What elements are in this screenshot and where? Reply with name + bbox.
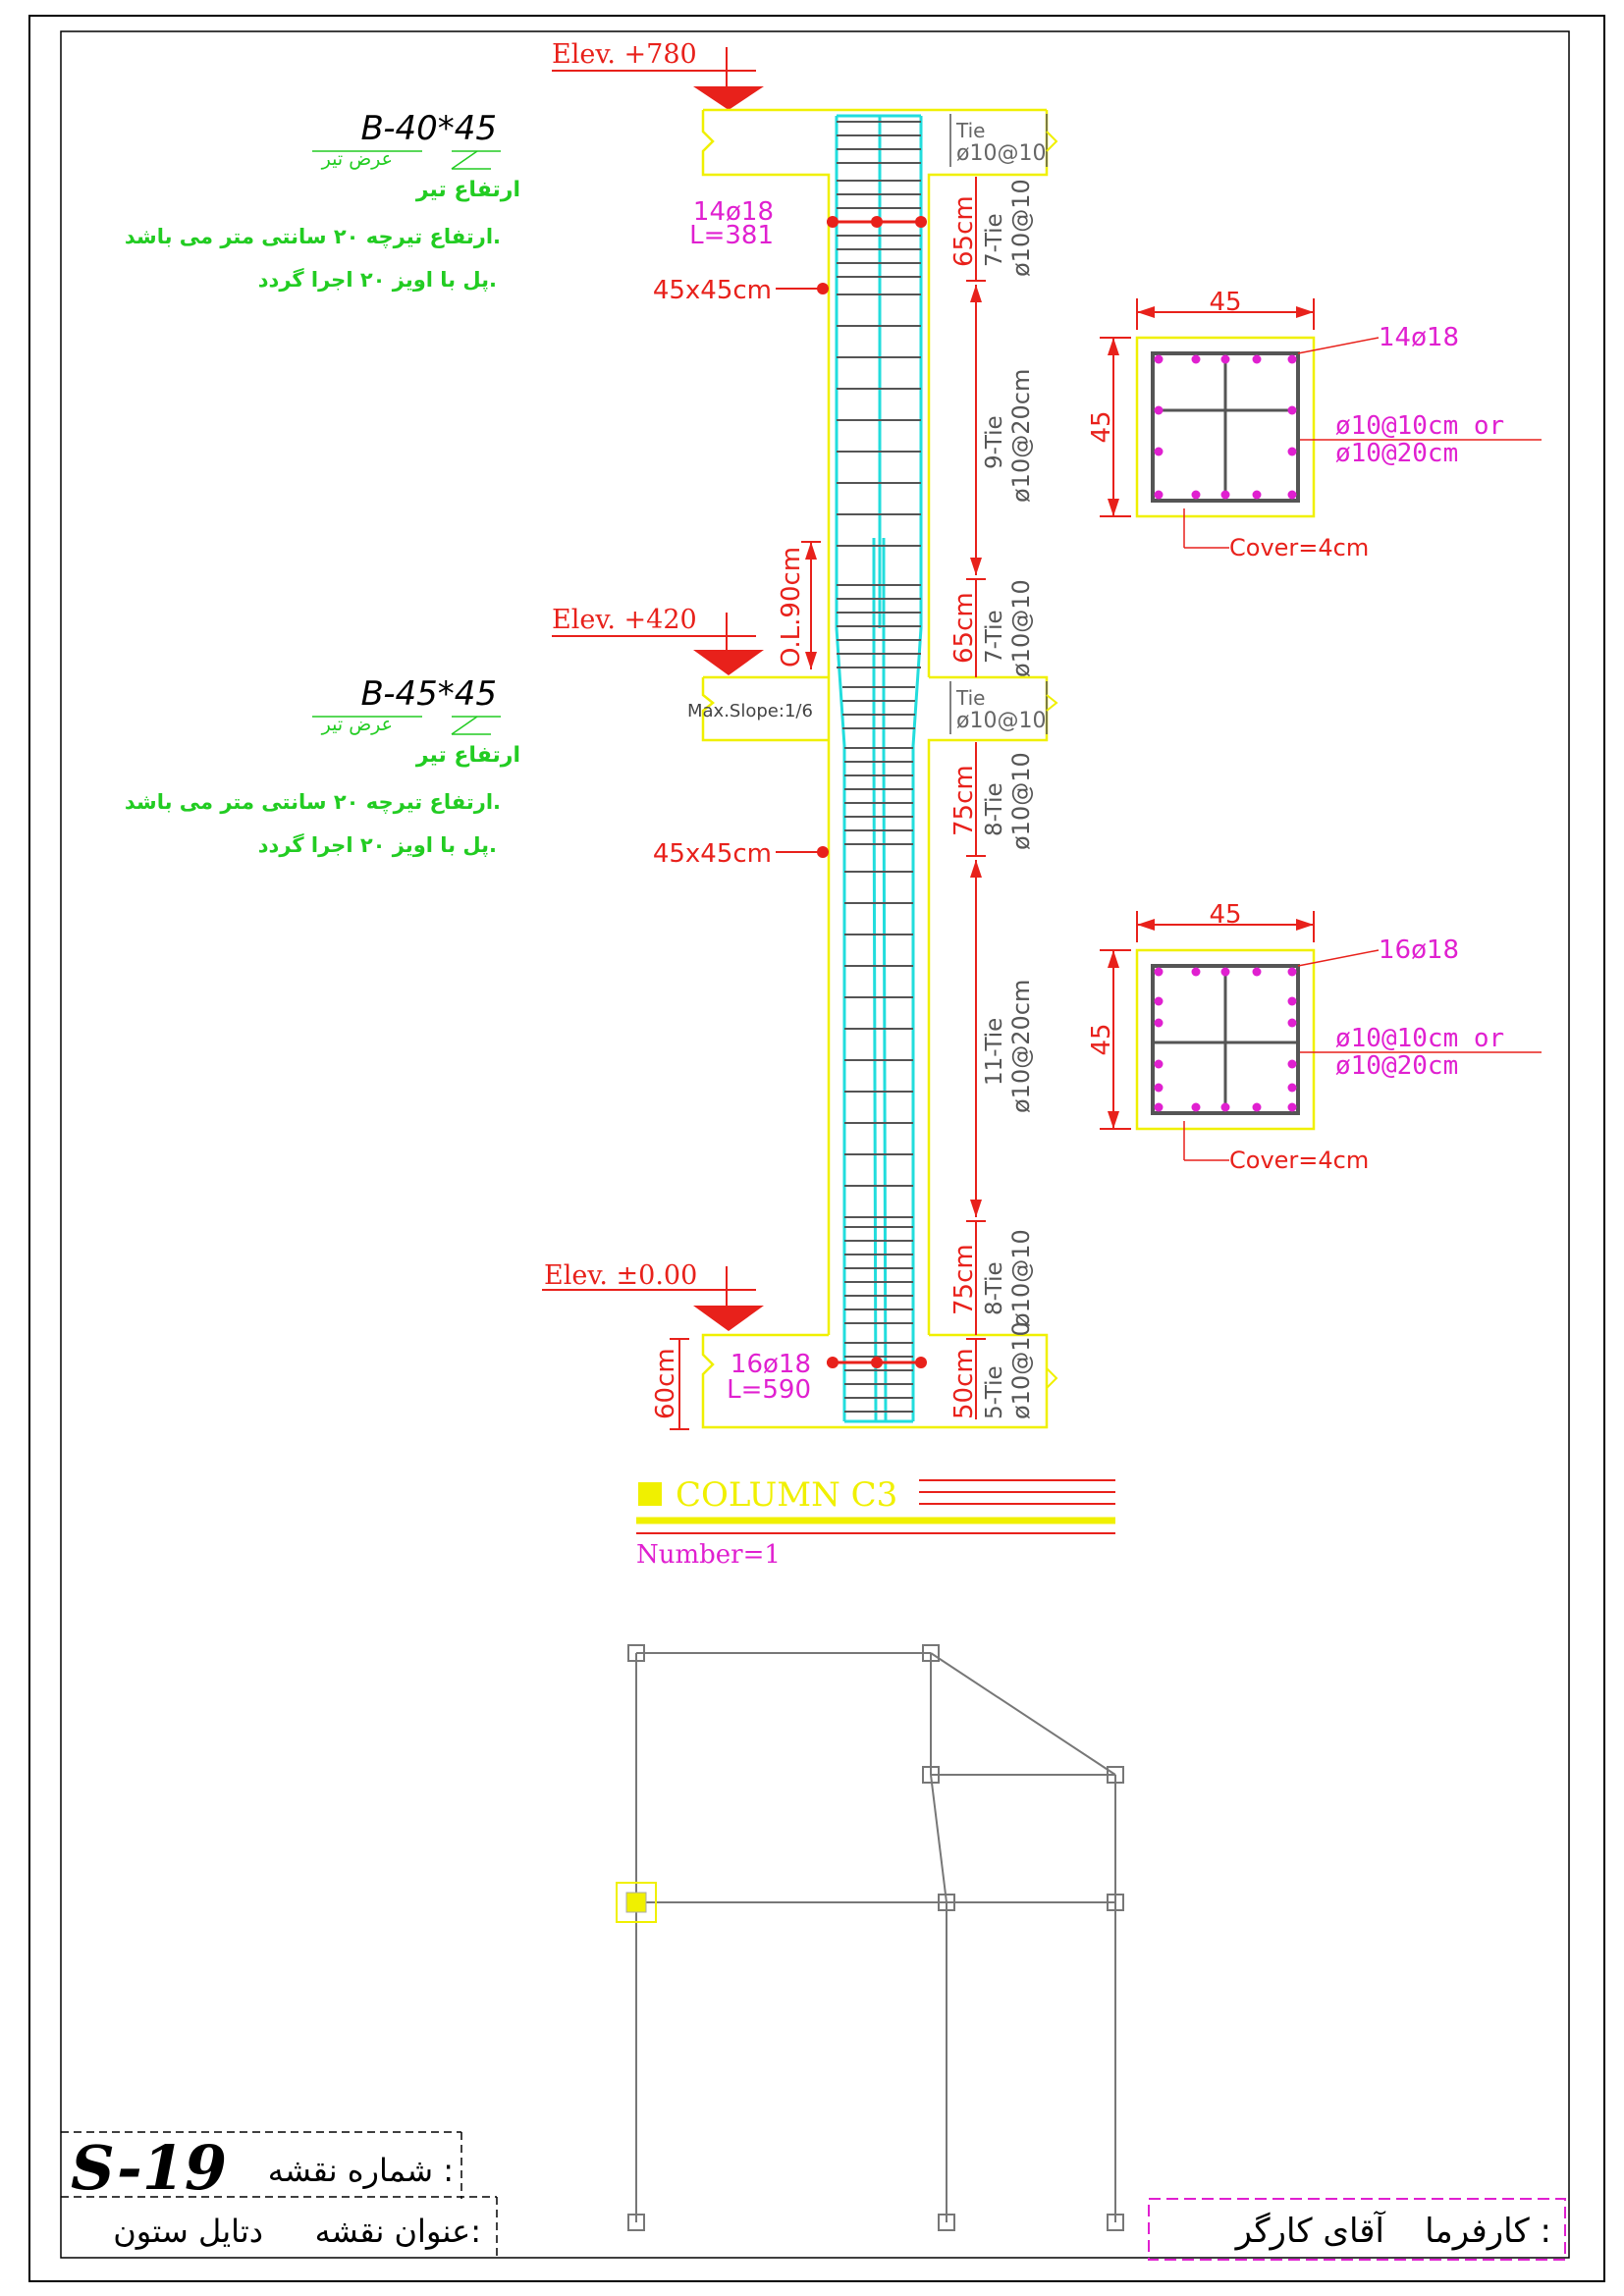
column-title: COLUMN C3: [676, 1475, 898, 1515]
inner-border: [61, 31, 1569, 2258]
client-label: کارفرما :: [1425, 2212, 1551, 2251]
section-width: 45: [1209, 900, 1242, 930]
beam-note-line-1: ارتفاع تیرچه ۲۰ سانتی متر می باشد.: [124, 225, 501, 248]
upper-size-label: 45x45cm: [652, 276, 772, 305]
section-height: 45: [1087, 1023, 1116, 1056]
beam-width-label: عرض تیر: [321, 148, 393, 170]
rebar-dot: [1221, 491, 1230, 500]
rebar-dot: [1155, 1103, 1164, 1112]
lower-size-label: 45x45cm: [652, 839, 772, 869]
overlap-dimension: [777, 542, 821, 669]
beam-title: B-45*45: [360, 674, 497, 714]
tie-zone: [970, 860, 1035, 1217]
rebar-dot: [1192, 491, 1201, 500]
zone-length: 75cm: [949, 765, 979, 836]
zone-tie-count: 5-Tie: [982, 1365, 1007, 1419]
rebar-dot: [1155, 1060, 1164, 1069]
zone-tie-count: 7-Tie: [982, 610, 1007, 664]
bar-callout-upper: [689, 197, 927, 250]
tie-zone: [949, 742, 1035, 856]
rebar-dot: [1221, 355, 1230, 364]
joint-tie-label: Tie: [956, 119, 986, 142]
beam-title: B-40*45: [360, 109, 497, 148]
zone-tie-spacing: ø10@20cm: [1007, 368, 1035, 503]
rebar-dot: [1155, 448, 1164, 456]
rebar-dot: [1288, 968, 1297, 977]
rebar-dot: [1288, 406, 1297, 415]
client-name: آقای کارگر: [1235, 2212, 1384, 2251]
zone-length: 50cm: [949, 1348, 979, 1419]
section-tie-spacing-2: ø10@20cm: [1335, 1051, 1459, 1081]
zone-tie-count: 9-Tie: [982, 415, 1007, 469]
tie-zone: [949, 1221, 1035, 1335]
section-width: 45: [1209, 288, 1242, 317]
rebar-dot: [1288, 1103, 1297, 1112]
sheet-title-block: [61, 2132, 1565, 2260]
rebar-dot: [1221, 1103, 1230, 1112]
zone-tie-count: 8-Tie: [982, 782, 1007, 836]
zone-tie-count: 8-Tie: [982, 1261, 1007, 1315]
joint-tie-label: Tie: [956, 686, 986, 710]
beam-height-label: ارتفاع تیر: [415, 743, 520, 768]
highlighted-column-c3: [626, 1893, 646, 1912]
cross-section-lower: [1087, 900, 1542, 1174]
sheet-title-label: عنوان نقشه:: [314, 2213, 481, 2250]
tie-zones: [949, 177, 1035, 1419]
elevation-label-middle: Elev. +420: [552, 605, 697, 635]
rebar-dot: [1221, 968, 1230, 977]
rebar-dot: [1288, 448, 1297, 456]
rebar-dot: [1155, 355, 1164, 364]
upper-bar-count: 14ø18: [692, 197, 774, 227]
column-number: Number=1: [636, 1540, 781, 1570]
beam-note-lower: [125, 674, 520, 857]
column-title-block: [636, 1475, 1115, 1570]
rebar-dot: [1288, 355, 1297, 364]
elevation-triangle-icon: [693, 650, 764, 675]
longitudinal-bars: [837, 116, 921, 1421]
footing-depth-label: 60cm: [651, 1348, 680, 1419]
joint-tie-spacing: ø10@10: [956, 141, 1047, 166]
elevation-triangle-icon: [693, 86, 764, 110]
beam-note-line-1: ارتفاع تیرچه ۲۰ سانتی متر می باشد.: [124, 790, 501, 814]
zone-tie-spacing: ø10@10: [1007, 752, 1035, 850]
rebar-dot: [1155, 1084, 1164, 1093]
rebar-dot: [1155, 968, 1164, 977]
bar-callout-lower: [727, 1350, 927, 1405]
tie-zone: [949, 579, 1035, 677]
section-tie-spacing-1: ø10@10cm or: [1335, 1024, 1505, 1053]
cross-section-upper: [1087, 288, 1542, 561]
rebar-dot: [1192, 1103, 1201, 1112]
zone-tie-spacing: ø10@10: [1007, 179, 1035, 277]
size-leader-upper: [653, 276, 829, 305]
rebar-dot: [1155, 406, 1164, 415]
break-marks: [1047, 132, 1056, 1388]
rebar-dot: [1288, 997, 1297, 1006]
joint-tie-spacing: ø10@10: [956, 709, 1047, 733]
elevation-marker-base: [542, 1260, 764, 1331]
sheet-title: دتایل ستون: [113, 2213, 263, 2250]
zone-tie-spacing: ø10@10: [1007, 1321, 1035, 1419]
elevation-triangle-icon: [693, 1306, 764, 1331]
overlap-label: O.L.90cm: [777, 546, 806, 667]
key-plan: [617, 1645, 1123, 2230]
beam-note-upper: [125, 109, 520, 292]
tie-zone: [949, 177, 1035, 281]
zone-tie-spacing: ø10@20cm: [1007, 979, 1035, 1113]
zone-tie-count: 7-Tie: [982, 213, 1007, 267]
rebar-dot: [1155, 997, 1164, 1006]
rebar-dot: [1192, 355, 1201, 364]
section-height: 45: [1087, 410, 1116, 444]
beam-note-line-2: پل با اویز ۲۰ اجرا گردد.: [257, 833, 497, 857]
joint-tie-upper: [950, 114, 1047, 167]
section-bar-count: 16ø18: [1379, 935, 1460, 965]
rebar-dot: [1288, 1019, 1297, 1028]
section-tie-spacing-1: ø10@10cm or: [1335, 411, 1505, 441]
lower-bar-count: 16ø18: [730, 1350, 811, 1379]
elevation-marker-middle: [552, 605, 764, 675]
size-leader-lower: [653, 839, 829, 869]
lower-bar-length: L=590: [727, 1375, 811, 1405]
elevation-marker-top: [552, 39, 764, 110]
rebar-dot: [1288, 1060, 1297, 1069]
rebar-dot: [1288, 491, 1297, 500]
column-elevation: [651, 110, 1056, 1429]
section-cover: Cover=4cm: [1229, 1147, 1370, 1174]
rebar-dot: [1192, 968, 1201, 977]
rebar-dot: [1253, 968, 1262, 977]
rebar-dot: [1155, 491, 1164, 500]
beam-note-line-2: پل با اویز ۲۰ اجرا گردد.: [257, 268, 497, 292]
zone-length: 65cm: [949, 195, 979, 267]
rebar-dot: [1155, 1019, 1164, 1028]
section-cover: Cover=4cm: [1229, 534, 1370, 561]
sheet-number: S-19: [71, 2132, 228, 2204]
slope-label: Max.Slope:1/6: [687, 701, 813, 721]
section-tie-spacing-2: ø10@20cm: [1335, 439, 1459, 468]
sheet-number-label: شماره نقشه :: [267, 2152, 454, 2189]
elevation-label-top: Elev. +780: [552, 39, 697, 70]
zone-tie-count: 11-Tie: [982, 1017, 1007, 1086]
section-bar-count: 14ø18: [1379, 323, 1460, 352]
tie-zone: [970, 285, 1035, 575]
elevation-label-base: Elev. ±0.00: [544, 1260, 698, 1291]
rebar-dot: [1253, 355, 1262, 364]
title-square-icon: [638, 1482, 662, 1506]
zone-length: 65cm: [949, 592, 979, 664]
footing-dimension: [651, 1339, 689, 1429]
zone-tie-spacing: ø10@10: [1007, 579, 1035, 677]
joint-tie-lower: [950, 681, 1047, 734]
upper-bar-length: L=381: [689, 221, 774, 250]
rebar-dot: [1253, 491, 1262, 500]
beam-height-label: ارتفاع تیر: [415, 178, 520, 202]
rebar-dot: [1288, 1084, 1297, 1093]
beam-width-label: عرض تیر: [321, 714, 393, 735]
zone-length: 75cm: [949, 1244, 979, 1315]
rebar-dot: [1253, 1103, 1262, 1112]
zone-tie-spacing: ø10@10: [1007, 1229, 1035, 1327]
